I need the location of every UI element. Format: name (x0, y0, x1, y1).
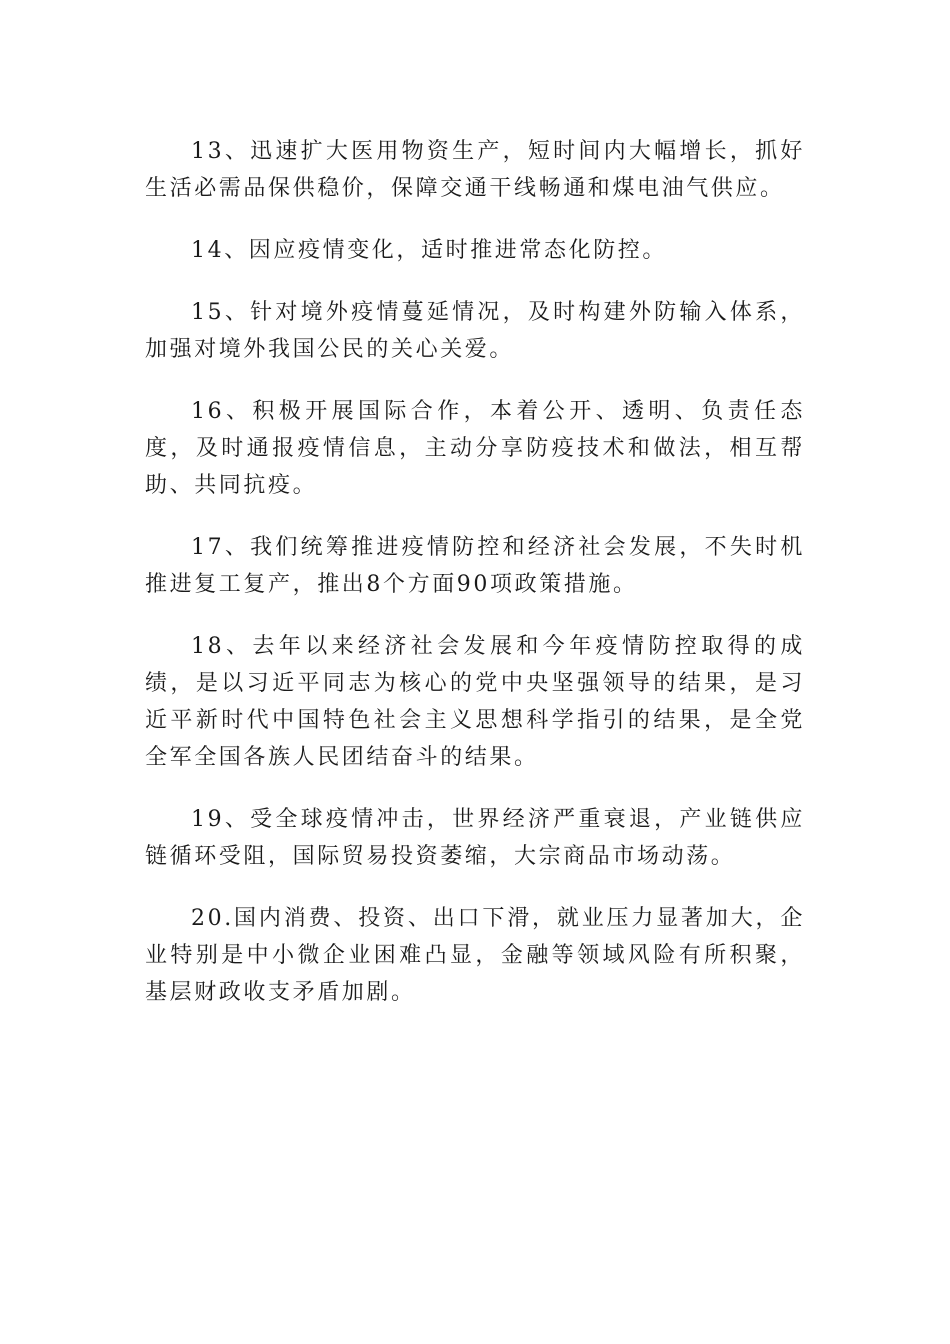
paragraph-13: 13、迅速扩大医用物资生产，短时间内大幅增长，抓好生活必需品保供稳价，保障交通干线畅通和煤电油气供应。 (145, 139, 805, 201)
paragraph-20: 20.国内消费、投资、出口下滑，就业压力显著加大，企业特别是中小微企业困难凸显，金融等领域风险有所积聚，基层财政收支矛盾加剧。 (145, 906, 805, 1005)
paragraph-19: 19、受全球疫情冲击，世界经济严重衰退，产业链供应链循环受阻，国际贸易投资萎缩，大宗商品市场动荡。 (145, 807, 805, 869)
paragraph-16: 16、积极开展国际合作，本着公开、透明、负责任态度，及时通报疫情信息，主动分享防疫技术和做法，相互帮助、共同抗疫。 (145, 399, 805, 498)
paragraph-18: 18、去年以来经济社会发展和今年疫情防控取得的成绩，是以习近平同志为核心的党中央坚强领导的结果，是习近平新时代中国特色社会主义思想科学指引的结果，是全党全军全国各族人民团结奋斗的结果。 (145, 634, 805, 770)
paragraph-14: 14、因应疫情变化，适时推进常态化防控。 (191, 238, 667, 263)
paragraph-15: 15、针对境外疫情蔓延情况，及时构建外防输入体系，加强对境外我国公民的关心关爱。 (145, 300, 805, 362)
paragraph-17: 17、我们统筹推进疫情防控和经济社会发展，不失时机推进复工复产，推出8个方面90项政策措施。 (145, 535, 805, 597)
document-body (145, 133, 805, 1036)
